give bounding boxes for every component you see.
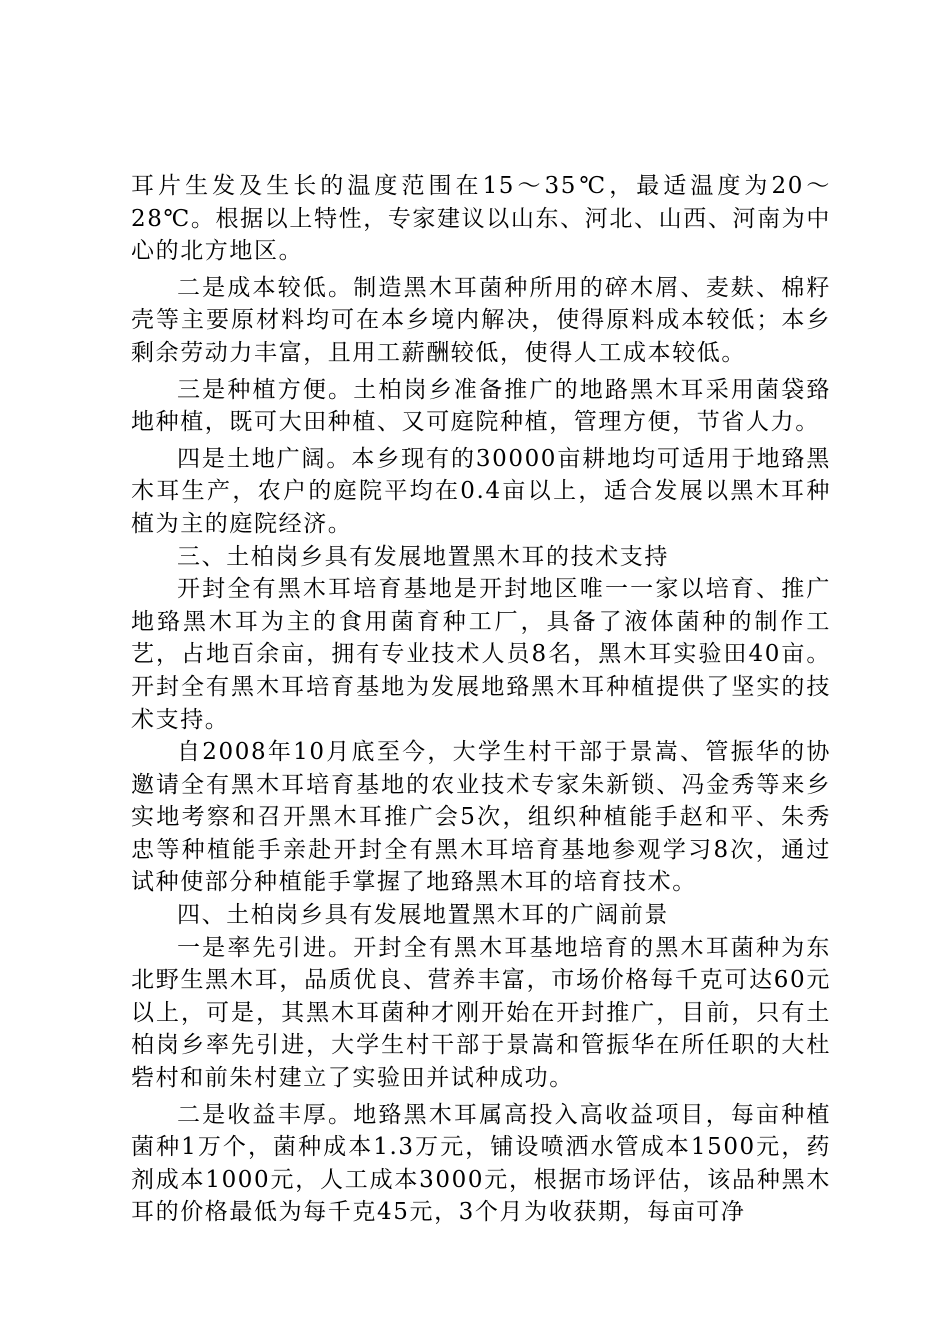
document-body [131, 170, 831, 1229]
paragraph-easy-planting: 三是种植方便。土柏岗乡准备推广的地路黑木耳采用菌袋臵地种植，既可大田种植、又可庭院种植，管理方便，节省人力。 [131, 376, 831, 436]
paragraph-high-returns: 二是收益丰厚。地臵黑木耳属高投入高收益项目，每亩种植菌种1万个，菌种成本1.3万元，铺设喷洒水管成本1500元，药剂成本1000元，人工成本3000元，根据市场评估，该品种黑木耳的价格最低为每千克45元，3个月为收获期，每亩可净 [131, 1101, 831, 1226]
paragraph-first-introduction: 一是率先引进。开封全有黑木耳基地培育的黑木耳菌种为东北野生黑木耳，品质优良、营养丰富，市场价格每千克可达60元以上，可是，其黑木耳菌种才刚开始在开封推广，目前，只有土柏岗乡率先引进，大学生村干部于景嵩和管振华在所任职的大杜砦村和前朱村建立了实验田并试种成功。 [131, 934, 831, 1092]
paragraph-village-cadres: 自2008年10月底至今，大学生村干部于景嵩、管振华的协邀请全有黑木耳培育基地的农业技术专家朱新锁、冯金秀等来乡实地考察和召开黑木耳推广会5次，组织种植能手赵和平、朱秀忠等种植能手亲赴开封全有黑木耳培育基地参观学习8次，通过试种使部分种植能手掌握了地臵黑木耳的培育技术。 [131, 739, 831, 896]
paragraph-breeding-base: 开封全有黑木耳培育基地是开封地区唯一一家以培育、推广地臵黑木耳为主的食用菌育种工厂，具备了液体菌种的制作工艺，占地百余亩，拥有专业技术人员8名，黑木耳实验田40亩。开封全有黑木耳培育基地为发展地臵黑木耳种植提供了坚实的技术支持。 [131, 576, 831, 733]
section-heading-technical-support: 三、土柏岗乡具有发展地置黑木耳的技术支持 [177, 543, 669, 570]
paragraph-temperature: 耳片生发及生长的温度范围在15～35℃，最适温度为20～28℃。根据以上特性，专家建议以山东、河北、山西、河南为中心的北方地区。 [131, 173, 831, 265]
paragraph-wide-land: 四是土地广阔。本乡现有的30000亩耕地均可适用于地臵黑木耳生产，农户的庭院平均在0.4亩以上，适合发展以黑木耳种植为主的庭院经济。 [131, 445, 831, 537]
paragraph-low-cost: 二是成本较低。制造黑木耳菌种所用的碎木屑、麦麸、棉籽壳等主要原材料均可在本乡境内解决，使得原料成本较低；本乡剩余劳动力丰富，且用工薪酬较低，使得人工成本较低。 [131, 274, 831, 366]
section-heading-prospects: 四、土柏岗乡具有发展地置黑木耳的广阔前景 [177, 902, 669, 929]
